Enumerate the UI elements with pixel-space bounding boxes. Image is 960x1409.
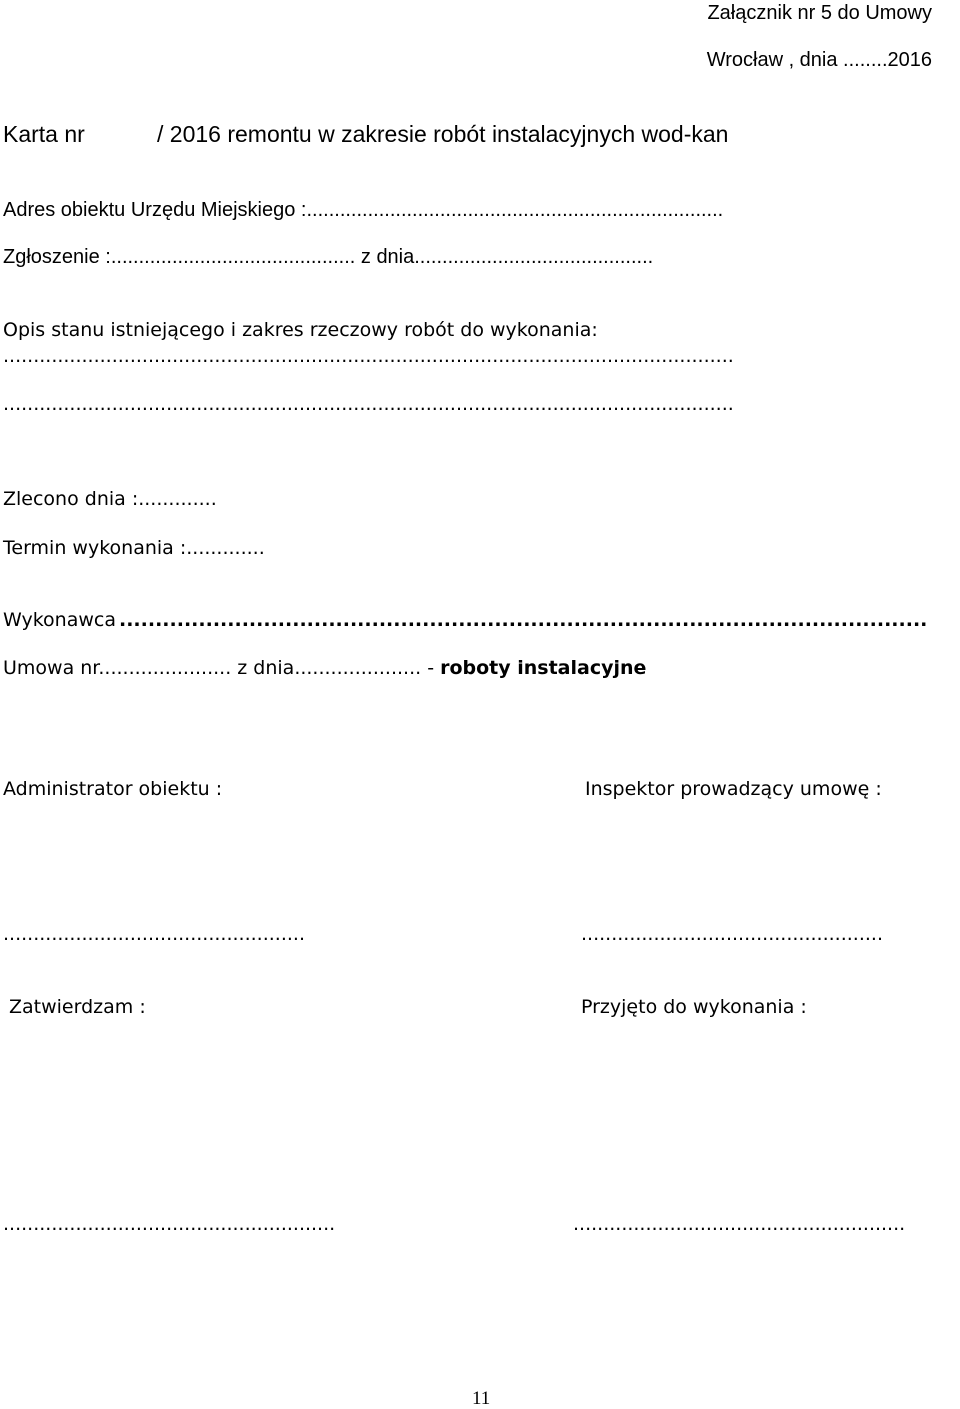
deadline-field: Termin wykonania :.............	[3, 537, 265, 559]
ordered-date-field: Zlecono dnia :.............	[3, 488, 217, 510]
approve-label: Zatwierdzam :	[9, 996, 146, 1018]
contractor-dots: ................................................................................................................	[119, 609, 928, 631]
scope-label: Opis stanu istniejącego i zakres rzeczowy robót do wykonania:	[3, 319, 598, 341]
contract-type: roboty instalacyjne	[440, 657, 647, 679]
card-number-label: Karta nr	[3, 121, 85, 147]
scope-line-2: .........................................................................................................................	[3, 393, 734, 415]
attachment-note: Załącznik nr 5 do Umowy	[707, 2, 932, 24]
signature-line-approve: .......................................................	[3, 1213, 336, 1235]
signature-line-accept: .......................................................	[573, 1213, 906, 1235]
report-field: Zgłoszenie :............................................ z dnia...........................................	[3, 246, 654, 268]
signature-line-inspector: ..................................................	[581, 923, 883, 945]
inspector-label: Inspektor prowadzący umowę :	[585, 778, 882, 800]
card-description: / 2016 remontu w zakresie robót instalacyjnych wod-kan	[157, 121, 729, 147]
page-number: 11	[472, 1388, 491, 1409]
scope-line-1: .........................................................................................................................	[3, 345, 734, 367]
contract-line	[3, 659, 646, 678]
contract-prefix: Umowa nr...................... z dnia..................... -	[3, 657, 441, 679]
accept-label: Przyjęto do wykonania :	[581, 996, 807, 1018]
contractor-label: Wykonawca	[3, 609, 116, 631]
address-field: Adres obiektu Urzędu Miejskiego :...........................................................................	[3, 199, 724, 221]
signature-line-admin: ..................................................	[3, 923, 305, 945]
admin-label: Administrator obiektu :	[3, 778, 223, 800]
place-date: Wrocław , dnia ........2016	[706, 49, 932, 71]
